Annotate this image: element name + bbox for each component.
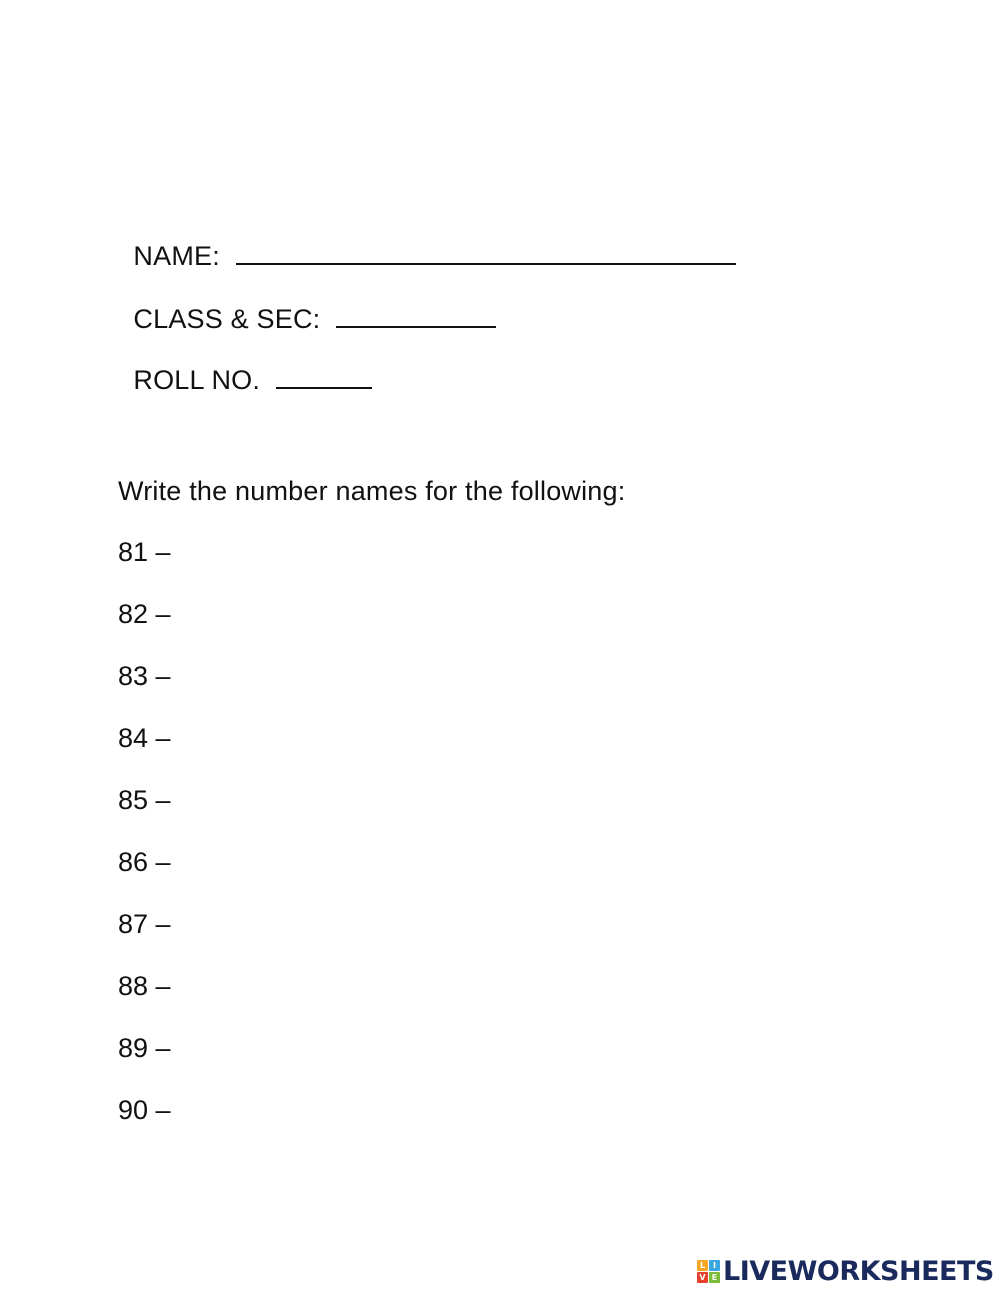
logo-icon	[697, 1260, 720, 1283]
number-item: 86 –	[118, 847, 171, 877]
number-item: 85 –	[118, 785, 171, 815]
instruction: Write the number names for the following:	[118, 476, 626, 506]
logo-block: E	[709, 1272, 720, 1283]
class-label: CLASS & SEC:	[133, 304, 329, 334]
number-item: 89 –	[118, 1033, 171, 1063]
logo-block: I	[709, 1260, 720, 1271]
logo-block: L	[697, 1260, 708, 1271]
name-label: NAME:	[133, 241, 228, 271]
number-item: 88 –	[118, 971, 171, 1001]
roll-field-row	[118, 327, 372, 397]
name-blank[interactable]	[236, 237, 736, 265]
liveworksheets-logo	[697, 1256, 994, 1286]
number-item: 84 –	[118, 723, 171, 753]
number-item: 82 –	[118, 599, 171, 629]
number-item: 83 –	[118, 661, 171, 691]
number-item: 81 –	[118, 537, 171, 567]
class-field-row	[118, 266, 496, 336]
roll-label: ROLL NO.	[133, 365, 268, 395]
number-item: 87 –	[118, 909, 171, 939]
name-field-row	[118, 203, 736, 273]
roll-blank[interactable]	[276, 361, 372, 389]
class-blank[interactable]	[336, 300, 496, 328]
number-item: 90 –	[118, 1095, 171, 1125]
logo-block: V	[697, 1272, 708, 1283]
logo-text: LIVEWORKSHEETS	[723, 1255, 994, 1287]
